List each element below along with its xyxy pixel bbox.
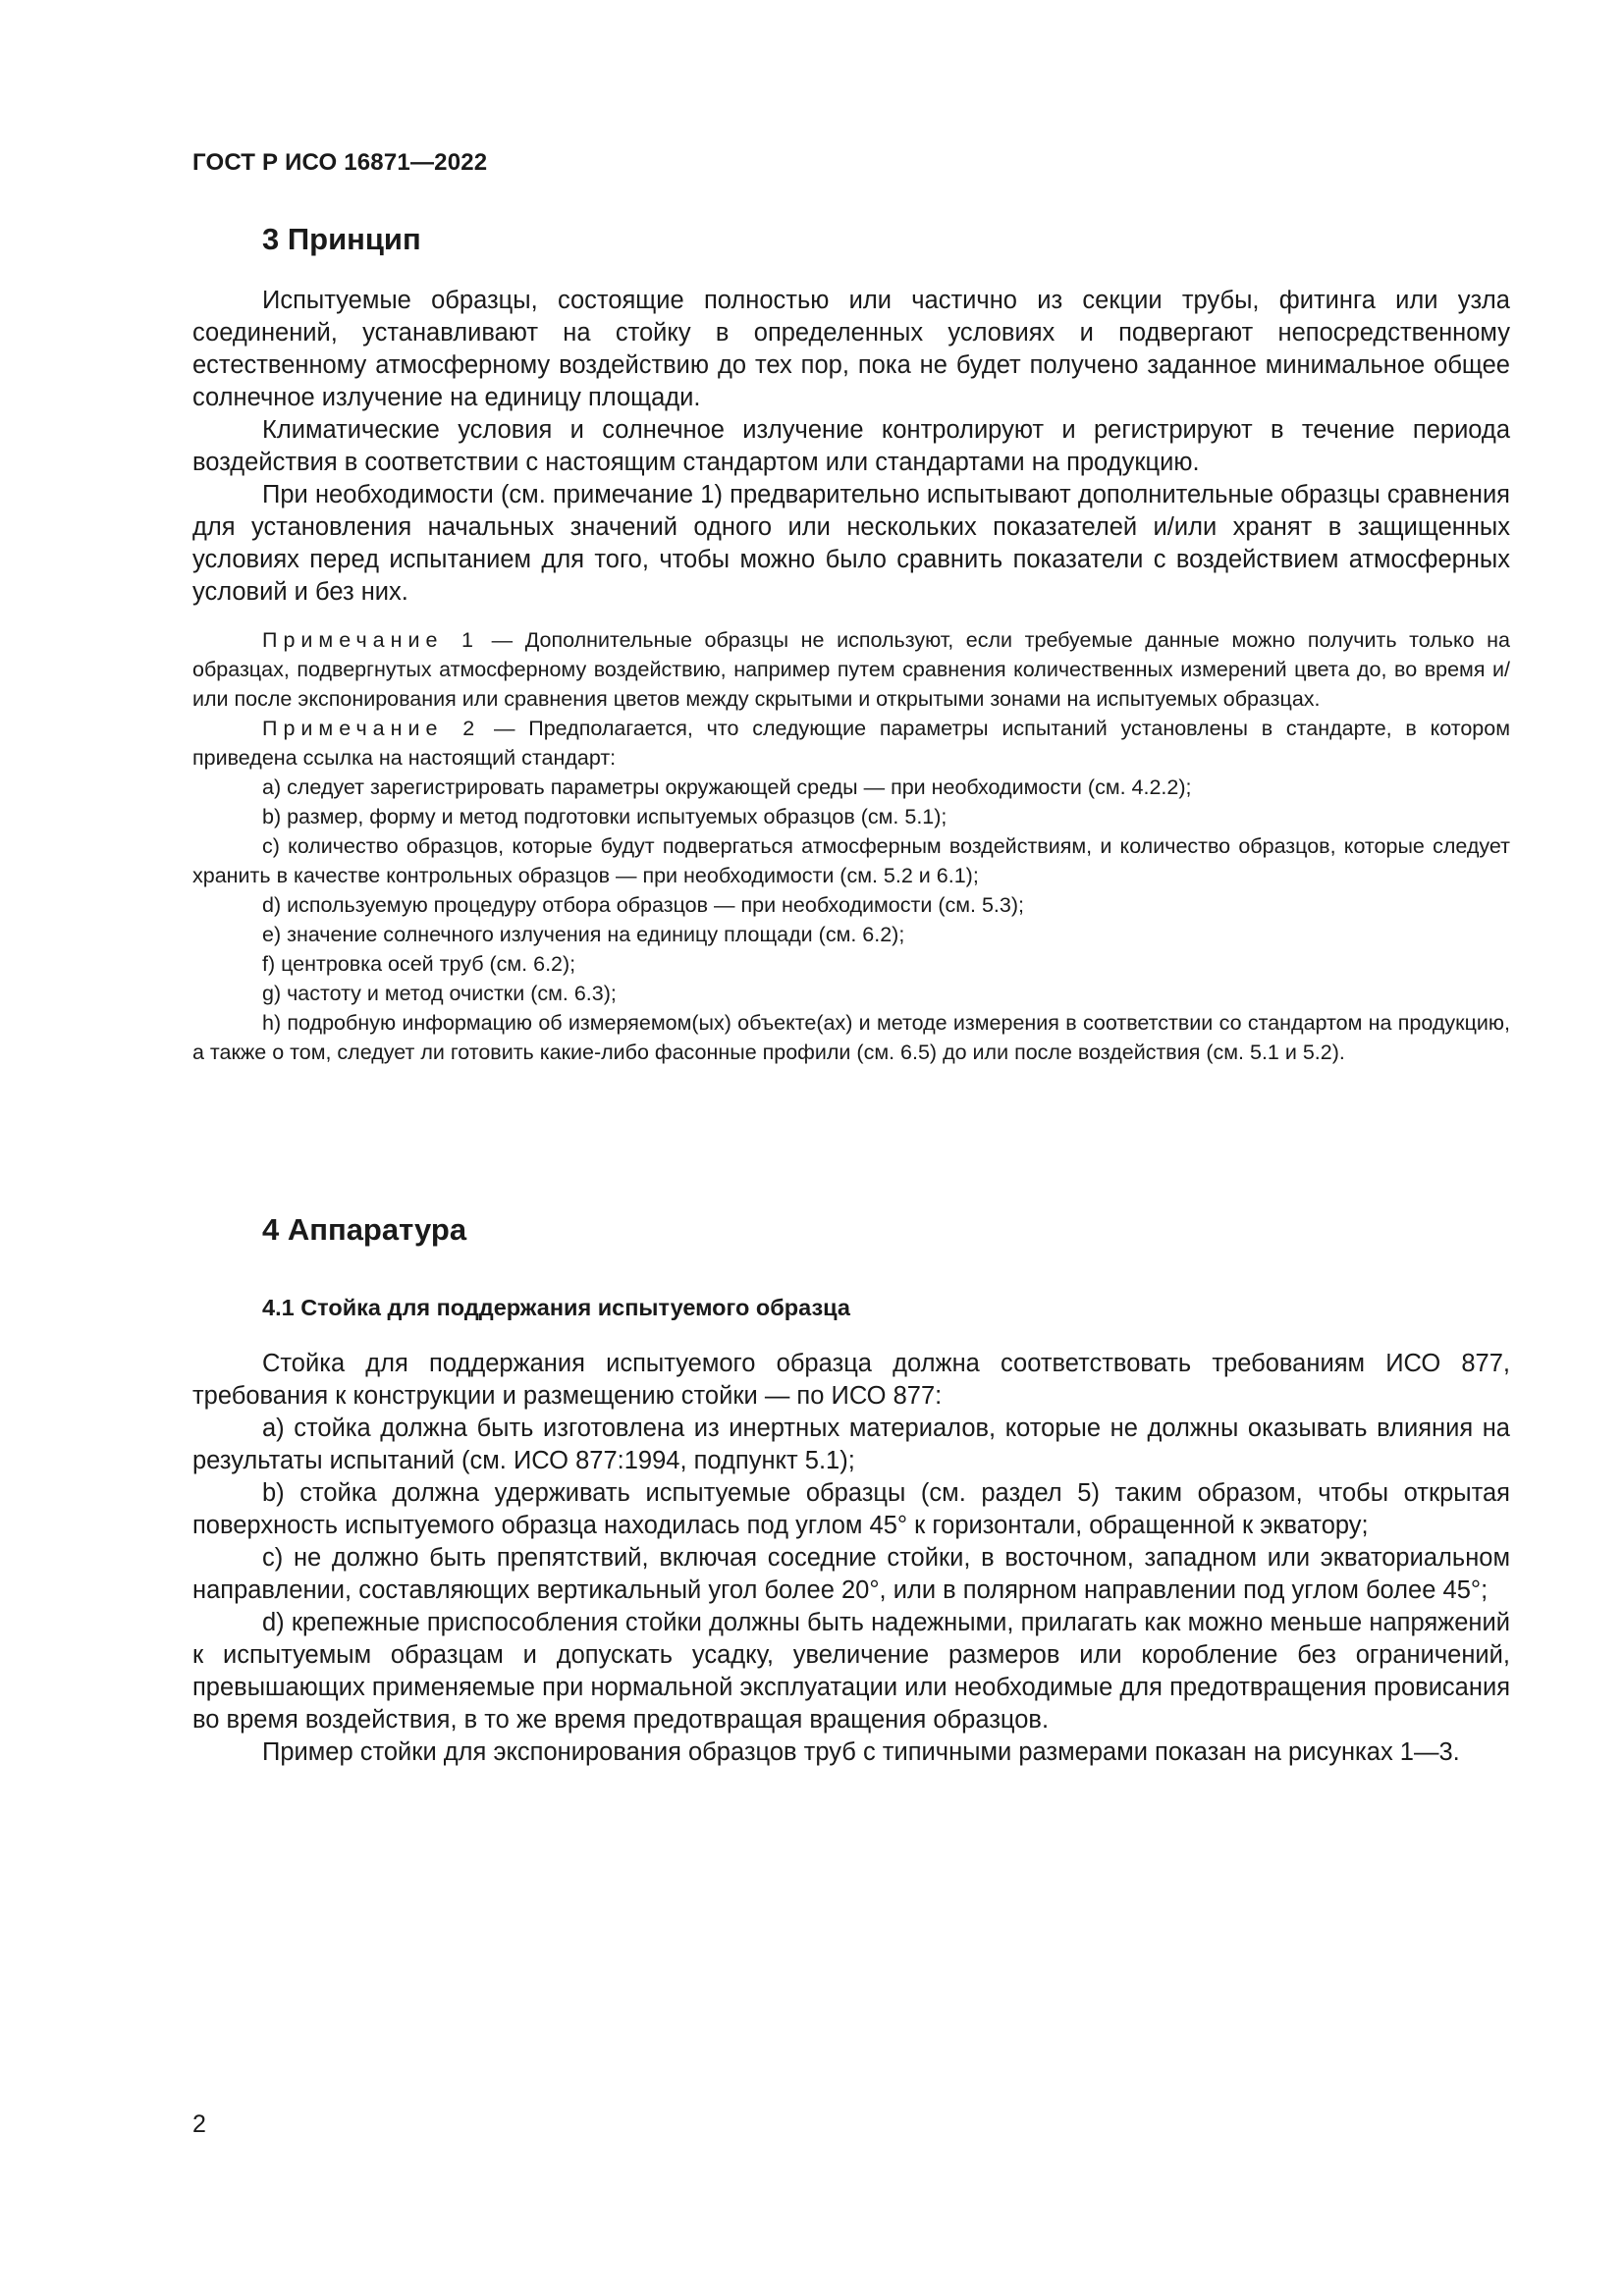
list-item: c) количество образцов, которые будут подвергаться атмосферным воздействиям, и количество образцов, которые следует хранить в качестве контрольных образцов — при необходимости (см. 5.2 и 6.1); — [192, 834, 1510, 887]
subsection-title: 4.1 Стойка для поддержания испытуемого образца — [262, 1295, 850, 1320]
list-item: g) частоту и метод очистки (см. 6.3); — [262, 982, 617, 1005]
list-item: b) стойка должна удерживать испытуемые образцы (см. раздел 5) таким образом, чтобы открытая поверхность испытуемого образца находилась под углом 45° к горизонтали, обращенной к экватору; — [192, 1479, 1510, 1539]
note-text: — Предполагается, что следующие параметры испытаний установлены в стандарте, в котором приведена ссылка на настоящий стандарт: — [192, 717, 1510, 770]
section-4-heading — [192, 1212, 1510, 1248]
list-item: c) не должно быть препятствий, включая соседние стойки, в восточном, западном или экваториальном направлении, составляющих вертикальный угол более 20°, или в полярном направлении под углом более 45°; — [192, 1544, 1510, 1604]
note-text: — Дополнительные образцы не используют, если требуемые данные можно получить только на образцах, подвергнутых атмосферному воздействию, например путем сравнения количественных измерений цвета до, во время и/или после экспонирования или сравнения цветов между скрытыми и открытыми зонами на испытуемых образцах. — [192, 628, 1511, 711]
list-item: a) стойка должна быть изготовлена из инертных материалов, которые не должны оказывать влияния на результаты испытаний (см. ИСО 877:1994, подпункт 5.1); — [192, 1415, 1510, 1474]
paragraph: Испытуемые образцы, состоящие полностью или частично из секции трубы, фитинга или узла соединений, устанавливают на стойку в определенных условиях и подвергают непосредственному естественному атмосферному воздействию до тех пор, пока не будет получено заданное минимальное общее солнечное излучение на единицу площади. — [192, 287, 1510, 411]
section-title: 3 Принцип — [262, 222, 421, 256]
note-label: Примечание 2 — [262, 717, 481, 740]
list-item: h) подробную информацию об измеряемом(ых) объекте(ах) и методе измерения в соответствии со стандартом на продукцию, а также о том, следует ли готовить какие-либо фасонные профили (см. 6.5) до или после воздействия (см. 5.1 и 5.2). — [192, 1011, 1510, 1064]
section-title: 4 Аппаратура — [262, 1212, 467, 1247]
paragraph: Климатические условия и солнечное излучение контролируют и регистрируют в течение периода воздействия в соответствии с настоящим стандартом или стандартами на продукцию. — [192, 416, 1510, 476]
section-3-body — [192, 285, 1510, 609]
section-3-heading — [192, 222, 1510, 257]
list-item: b) размер, форму и метод подготовки испытуемых образцов (см. 5.1); — [262, 805, 947, 828]
document-header: ГОСТ Р ИСО 16871—2022 — [192, 149, 488, 176]
notes-block — [192, 625, 1510, 1067]
page-number: 2 — [192, 2110, 206, 2138]
list-item: d) крепежные приспособления стойки должны быть надежными, прилагать как можно меньше напряжений к испытуемым образцам и допускать усадку, увеличение размеров или коробление без ограничений, превышающих применяемые при нормальной эксплуатации или необходимые для предотвращения провисания во время воздействия, в то же время предотвращая вращения образцов. — [192, 1609, 1510, 1734]
note-label: Примечание 1 — [262, 628, 480, 652]
list-item: f) центровка осей труб (см. 6.2); — [262, 952, 576, 976]
paragraph: Пример стойки для экспонирования образцов труб с типичными размерами показан на рисунках 1—3. — [262, 1738, 1460, 1766]
paragraph: При необходимости (см. примечание 1) предварительно испытывают дополнительные образцы сравнения для установления начальных значений одного или нескольких показателей и/или хранят в защищенных условиях перед испытанием для того, чтобы можно было сравнить показатели с воздействием атмосферных условий и без них. — [192, 481, 1510, 606]
note-1 — [192, 625, 1510, 714]
paragraph: Стойка для поддержания испытуемого образца должна соответствовать требованиям ИСО 877, требования к конструкции и размещению стойки — по ИСО 877: — [192, 1350, 1510, 1410]
list-item: a) следует зарегистрировать параметры окружающей среды — при необходимости (см. 4.2.2); — [262, 775, 1192, 799]
list-item: e) значение солнечного излучения на единицу площади (см. 6.2); — [262, 923, 905, 946]
subsection-4-1-heading — [192, 1295, 1510, 1321]
section-4-body — [192, 1348, 1510, 1769]
list-item: d) используемую процедуру отбора образцов — при необходимости (см. 5.3); — [262, 893, 1024, 917]
note-2 — [192, 714, 1510, 773]
